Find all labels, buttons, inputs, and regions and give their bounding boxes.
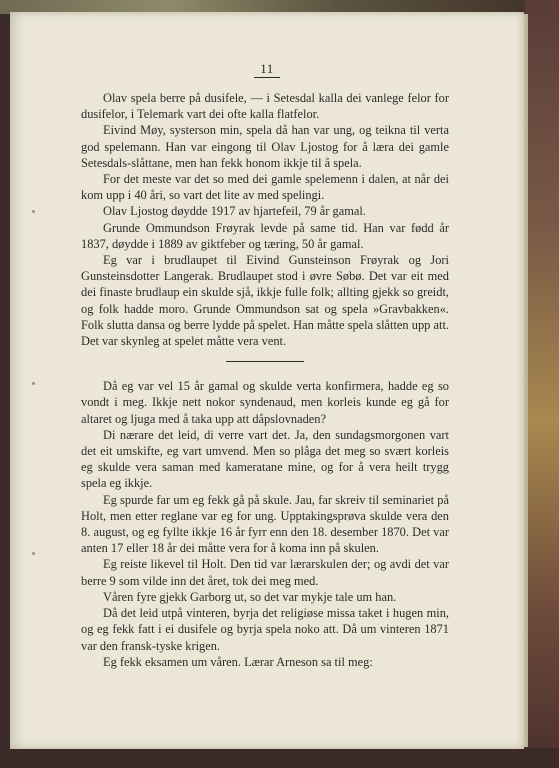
paragraph: Eg fekk eksamen um våren. Lærar Arneson sa til meg: bbox=[103, 654, 373, 669]
paragraph: Olav Ljostog døydde 1917 av hjartefeil, 79 år gamal. bbox=[103, 204, 366, 219]
section-divider bbox=[226, 361, 304, 362]
paragraph: Olav spela berre på dusifele, — i Setesdal kalla dei vanlege felor for dusifelor, i Telemark vart dei ofte kalla flatfelor. bbox=[81, 91, 449, 122]
paragraph: Eg reiste likevel til Holt. Den tid var lærarskulen der; og avdi det var berre 9 som vilde inn det året, tok dei meg med. bbox=[81, 557, 449, 588]
book-cover-edge bbox=[525, 0, 559, 768]
paragraph: Då eg var vel 15 år gamal og skulde verta konfirmera, hadde eg so vondt i meg. Ikkje nett nokor syndenaud, men korleis kunde eg gå for altaret og ljuga med å taka upp att dåpslovnaden? bbox=[81, 379, 449, 426]
binding-mark bbox=[32, 210, 35, 213]
paragraph: Grunde Ommundson Frøyrak levde på same tid. Han var fødd år 1837, døydde i 1889 av giktfeber og tæring, 50 år gamal. bbox=[81, 220, 449, 251]
binding-mark bbox=[32, 382, 35, 385]
paragraph: Våren fyre gjekk Garborg ut, so det var mykje tale um han. bbox=[103, 589, 397, 604]
paragraph: Di nærare det leid, di verre vart det. Ja, den sundagsmorgonen vart det eit umskifte, eg vart umvend. Men so plåga det meg so svært korleis eg skulde vera saman med kameratane mine, og for å vera heilt trygg spela eg ikkje. bbox=[81, 427, 449, 491]
book-bottom-edge bbox=[0, 748, 559, 768]
section-2 bbox=[81, 378, 449, 670]
page-number: 11 bbox=[10, 61, 524, 77]
paragraph: For det meste var det so med dei gamle spelemenn i dalen, at når dei kom upp i 40 åri, so vart det lite av med spelingi. bbox=[81, 172, 449, 203]
section-1 bbox=[81, 90, 449, 349]
paragraph: Eg spurde far um eg fekk gå på skule. Jau, far skreiv til seminariet på Holt, men etter reglane var eg for ung. Upptakingsprøva skulde vera den 8. august, og eg fyllte ikkje 16 år fyrr enn den 18. desember 1870. Det var anten 17 eller 18 år dei måtte vera for å koma inn på skulen. bbox=[81, 492, 449, 556]
paragraph: Eg var i brudlaupet til Eivind Gunsteinson Frøyrak og Jori Gunsteinsdotter Langerak. Brudlaupet stod i øvre Søbø. Det var eit med dei finaste brudlaup ein skulde sjå, ikkje fulle folk; allting gjekk so greidt, og folk hadde moro. Grunde Ommundson sat og spela »Gravbakken«. Folk slutta dansa og berre lydde på spelet. Han måtte spela slåtten upp att. Det var skynleg at spelet måtte vera vent. bbox=[81, 253, 449, 349]
binding-mark bbox=[32, 552, 35, 555]
paragraph: Då det leid utpå vinteren, byrja det religiøse missa taket i hugen min, og eg fekk fatt i ei dusifele og byrja spela noko att. Då um vinteren 1871 var den fransk-tyske krigen. bbox=[81, 606, 449, 653]
body-text bbox=[81, 90, 449, 670]
paragraph: Eivind Møy, systerson min, spela då han var ung, og teikna til verta god spelemann. Han var eingong til Olav Ljostog for å læra dei gamle Setesdals-slåttane, men han fekk honom ikkje til å spela. bbox=[81, 123, 449, 170]
